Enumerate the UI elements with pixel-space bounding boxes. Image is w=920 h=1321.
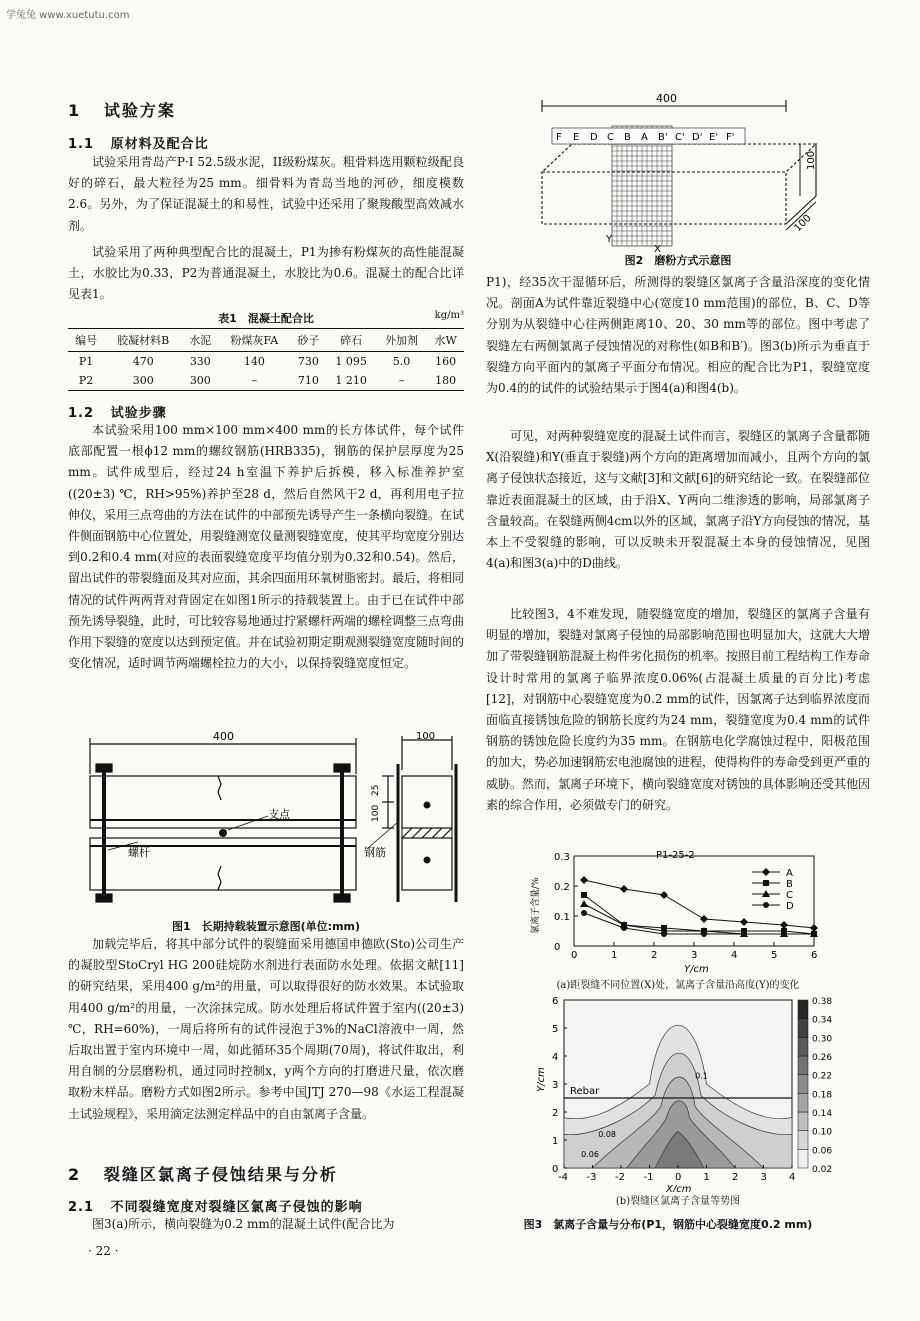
support-point (219, 829, 227, 837)
table-header: 水W (434, 334, 457, 347)
section-1-heading (68, 98, 176, 121)
y-tick-label: 1 (552, 1136, 559, 1147)
colorbar-segment (798, 1093, 808, 1112)
legend-marker (763, 902, 769, 908)
subsection-title: 试验步骤 (110, 406, 167, 421)
strip-label: B' (658, 132, 668, 143)
paragraph-comparison: 比较图3，4不难发现，随裂缝宽度的增加，裂缝区的氯离子含量有明显的增加，裂缝对氯离子侵蚀的局部影响范围也明显加大，这就大大增加了带裂缝钢筋混凝土构件劣化损伤的机率。按照目前工程结构工作寿命设计时常用的氯离子临界浓度0.06%(占混凝土质量的百分比)考虑[12]，对钢筋中心裂缝宽度为0.2 mm的试件，因氯离子达到临界浓度而面临直接锈蚀危险的钢筋长度约为24 mm，裂缝宽度为0.4 mm的试件钢筋的锈蚀危险长度约为35 mm。在钢筋电化学腐蚀过程中，阳极范围的加大，势必加速钢筋宏电池腐蚀的进程，使得构件的寿命受到更严重的威胁。然而，氯离子环境下，横向裂缝宽度对锈蚀的具体影响还受其他因素的综合作用，必须做专门的研究。 (486, 607, 871, 812)
watermark: 学兔兔 www.xuetutu.com (6, 10, 130, 21)
data-point-D (811, 931, 817, 937)
table-header: 粉煤灰FA (230, 334, 279, 347)
strip-label: A (641, 132, 648, 143)
table-cell: 470 (132, 355, 154, 368)
colorbar-tick-label: 0.14 (812, 1109, 833, 1119)
strip-label: E' (709, 132, 719, 143)
label-support: 支点 (268, 808, 290, 821)
x-tick-label: 1 (703, 1172, 710, 1183)
x-tick-label: 0 (675, 1172, 682, 1183)
dimension-25: 25 (371, 784, 381, 796)
subsection-number: 1.2 (68, 406, 95, 421)
y-tick-label: 5 (552, 1024, 559, 1035)
side-view-bottom (402, 838, 452, 890)
x-tick-label: 3 (760, 1172, 767, 1183)
subsection-2-1-heading (68, 1196, 363, 1215)
page-number: · 22 · (88, 1244, 119, 1258)
data-point-A (700, 915, 708, 923)
table-header: 水泥 (189, 334, 212, 347)
series-line-C (584, 904, 814, 934)
colorbar-tick-label: 0.06 (812, 1146, 833, 1157)
figure-1 (68, 730, 464, 936)
data-point-A (620, 885, 628, 893)
subsection-number: 1.1 (68, 137, 95, 152)
colorbar-segment (798, 1075, 808, 1094)
table-cell: 140 (243, 355, 265, 368)
table-1-caption: 表1 混凝土配合比 (218, 312, 314, 325)
dimension-400: 400 (656, 92, 677, 105)
table-header: 编号 (75, 334, 98, 347)
chloride-contour-chart (486, 992, 870, 1192)
x-tick-label: -4 (558, 1172, 568, 1183)
figure-1-caption: 图1 长期持载装置示意图(单位:mm) (171, 920, 361, 933)
table-cell: 730 (297, 355, 319, 368)
table-cell: 300 (189, 374, 211, 387)
section-number: 2 (68, 1165, 82, 1184)
y-tick-label: 0.1 (554, 912, 570, 923)
data-point-B (581, 892, 587, 898)
grinding-diagram (486, 92, 870, 254)
dimension-100-side: 100 (371, 804, 381, 822)
x-tick-label: -3 (586, 1172, 597, 1183)
strip-label: C' (675, 132, 685, 143)
table-cell: P1 (78, 355, 94, 368)
mix-proportion-table (68, 328, 464, 391)
contour-label: 0.1 (695, 1071, 708, 1081)
figure-3a (486, 846, 870, 996)
section-title: 裂缝区氯离子侵蚀结果与分析 (103, 1165, 338, 1184)
figure-3b (486, 992, 870, 1210)
x-tick-label: 4 (789, 1172, 796, 1183)
colorbar-segment (798, 1112, 808, 1131)
data-point-C (580, 900, 588, 907)
x-tick-label: 4 (731, 950, 738, 961)
y-tick-label: 6 (552, 996, 559, 1007)
table-cell: 5.0 (392, 355, 411, 368)
x-tick-label: 2 (732, 1172, 739, 1183)
x-axis-label: X/cm (666, 1184, 692, 1192)
colorbar-tick-label: 0.26 (812, 1053, 833, 1063)
table-cell: 300 (132, 374, 154, 387)
paragraph-section-2-1-start: 图3(a)所示，横向裂缝为0.2 mm的混凝土试件(配合比为 (92, 1217, 395, 1231)
colorbar-segment (798, 1000, 808, 1019)
y-tick-label: 0.3 (554, 852, 570, 863)
strip-label: B (624, 132, 631, 143)
legend-label: A (786, 868, 793, 879)
strip-label: D (590, 132, 598, 143)
table-cell: P2 (78, 374, 94, 387)
subsection-title: 原材料及配合比 (110, 137, 209, 152)
colorbar-segment (798, 1056, 808, 1075)
y-tick-label: 0 (552, 1164, 559, 1175)
plot-frame (574, 856, 814, 946)
y-tick-label: 0.2 (554, 882, 570, 893)
strip-label: C (607, 132, 614, 143)
y-tick-label: 3 (552, 1080, 559, 1091)
y-tick-label: 4 (552, 1052, 559, 1063)
data-point-D (621, 925, 627, 931)
subsection-number: 2.1 (68, 1200, 95, 1215)
colorbar-segment (798, 1149, 808, 1168)
data-point-A (780, 921, 788, 929)
x-tick-label: 5 (771, 950, 778, 961)
strip-label: D' (692, 132, 703, 143)
paragraph-materials: 试验采用青岛产P·I 52.5级水泥，II级粉煤灰。粗骨料选用颗粒级配良好的碎石，最大粒径为25 mm。细骨料为青岛当地的河砂，细度模数2.6。另外，为了保证混凝土的和易性，试验中还采用了聚羧酸型高效减水剂。 (68, 155, 464, 233)
table-1-unit: kg/m³ (434, 310, 464, 321)
colorbar-tick-label: 0.34 (812, 1015, 833, 1026)
figure-2-caption: 图2 磨粉方式示意图 (624, 254, 732, 267)
x-tick-label: -2 (615, 1172, 625, 1183)
table-cell: 1 210 (335, 374, 367, 387)
x-tick-label: 0 (571, 950, 578, 961)
chart-title: P1-25-2 (656, 850, 695, 861)
y-tick-label: 2 (552, 1108, 559, 1119)
strip-label: F (556, 132, 562, 143)
table-cell: – (251, 374, 258, 387)
rebar-label: Rebar (570, 1086, 600, 1097)
table-header: 砂子 (297, 334, 320, 347)
table-header: 胶凝材料B (117, 334, 170, 347)
dimension-100-width: 100 (792, 212, 814, 235)
colorbar-tick-label: 0.10 (812, 1127, 833, 1138)
label-rebar: 钢筋 (364, 846, 386, 859)
paragraph-waterproofing: 加载完毕后，将其中部分试件的裂缝面采用德国申德欧(Sto)公司生产的凝胶型StoCryl HG 200硅烷防水剂进行表面防水处理。依据文献[11]的研究结果，采用400 g/m²的用量，可以取得很好的防水效果。本试验取用400 g/m²的用量，一次涂抹完成。防水处理后将试件置于室内((20±3) ℃，RH=60%)，一周后将所有的试件浸泡于3%的NaCl溶液中一周，然后取出置于室内环境中一周，如此循环35个周期(70周)，将试件取出，利用自制的分层磨粉机，通过同时控制x，y两个方向的打磨进尺量，依次磨取粉末样品。磨粉方式如图2所示。参考中国JTJ 270—98《水运工程混凝土试验规程》，采用滴定法测定样品中的自由氯离子含量。 (68, 937, 464, 1121)
colorbar-tick-label: 0.22 (812, 1071, 833, 1082)
x-tick-label: -1 (643, 1172, 654, 1183)
table-cell: 330 (189, 355, 211, 368)
table-row (68, 352, 464, 372)
figure-2 (486, 92, 870, 270)
table-cell: 180 (435, 374, 457, 387)
paragraph-figure-3-explanation: P1)，经35次干湿循环后，所测得的裂缝区氯离子含量沿深度的变化情况。剖面A为试件靠近裂缝中心(宽度10 mm范围)的部位，B、C、D等分别为从裂缝中心往两侧距离10、20、30 mm等的部位。图中考虑了裂缝左右两侧氯离子侵蚀情况的对称性(如B和B′)。图3(b)所示为垂直于裂缝方向平面内的氯离子平面分布情况。相应的配合比为P1，裂缝宽度为0.4的的试件的试验结果示于图4(a)和图4(b)。 (486, 275, 870, 396)
data-point-A (660, 891, 668, 899)
x-tick-label: 1 (611, 950, 618, 961)
colorbar-tick-label: 0.30 (812, 1034, 833, 1045)
colorbar-segment (798, 1019, 808, 1038)
x-axis-label: Y/cm (684, 964, 709, 975)
axis-x-label: X (654, 244, 661, 254)
colorbar-tick-label: 0.02 (812, 1165, 833, 1175)
table-row (68, 371, 464, 391)
legend-label: D (786, 901, 794, 912)
section-2-heading (68, 1162, 338, 1185)
y-axis-label: Y/cm (536, 1067, 547, 1092)
y-axis-label: 氯离子含量/% (531, 877, 541, 934)
paragraph-test-procedure: 本试验采用100 mm×100 mm×400 mm的长方体试件，每个试件底部配置一根ϕ12 mm的螺纹钢筋(HRB335)，钢筋的保护层厚度为25 mm。试件成型后，经过24 h室温下养护后拆模，移入标准养护室((20±3) ℃，RH>95%)养护至28 d，然后自然风干2 d，再利用电子拉伸仪，采用三点弯曲的方法在试件的中部预先诱导产生一条横向裂缝。在试件侧面钢筋中心位置处，用裂缝测宽仪量测裂缝宽度，使其平均宽度分别达到0.2和0.4 mm(对应的表面裂缝宽度平均值分别为0.32和0.54)。然后，留出试件的带裂缝面及其对应面，其余四面用环氧树脂密封。最后，将相同情况的试件两两背对背固定在如图1所示的持载装置上。由于已在试件中部预先诱导裂缝，此时，可比较容易地通过拧紧螺杆两端的螺栓调整三点弯曲作用下裂缝的宽度以达到预定值。并在试验初期定期观测裂缝宽度随时间的变化情况，适时调节两端螺栓拉力的大小，以保持裂缝宽度恒定。 (68, 423, 465, 671)
legend-label: B (786, 879, 793, 890)
dimension-100-height: 100 (806, 150, 817, 170)
subsection-1-1-heading (68, 133, 209, 152)
table-header: 外加剂 (385, 334, 419, 347)
figure-3-caption: 图3 氯离子含量与分布(P1，钢筋中心裂缝宽度0.2 mm) (523, 1218, 813, 1231)
paragraph-mix-types: 试验采用了两种典型配合比的混凝土，P1为掺有粉煤灰的高性能混凝土，水胶比为0.33，P2为普通混凝土，水胶比为0.6。混凝土的配合比详见表1。 (68, 245, 464, 302)
figure-3b-subcaption: (b)裂缝区氯离子含量等势图 (615, 1196, 741, 1207)
data-point-D (581, 910, 587, 916)
loading-device-diagram (68, 730, 464, 915)
data-point-A (740, 918, 748, 926)
series-line-B (584, 895, 814, 934)
x-tick-label: 3 (691, 950, 698, 961)
legend-marker (762, 868, 770, 876)
table-cell: 160 (435, 355, 457, 368)
legend-marker (763, 880, 769, 886)
table-cell: – (398, 374, 405, 387)
legend-label: C (786, 890, 793, 901)
data-point-D (781, 931, 787, 937)
section-number: 1 (68, 101, 82, 120)
paragraph-findings: 可见，对两种裂缝宽度的混凝土试件而言，裂缝区的氯离子含量都随X(沿裂缝)和Y(垂直于裂缝)两个方向的距离增加而减小，且两个方向的氯离子侵蚀状态接近，这与文献[3]和文献[6]的研究结论一致。在裂缝部位靠近表面混凝土的区域，由于沿X、Y两向二维渗透的影响，局部氯离子含量较高。在裂缝两侧4cm以外的区域，氯离子沿Y方向侵蚀的情况，基本上不受裂缝的影响，可以反映未开裂混凝土本身的侵蚀情况，见图4(a)和图3(a)中的D曲线。 (486, 429, 871, 571)
colorbar-segment (798, 1131, 808, 1150)
strip-label: E (573, 132, 580, 143)
strip-label: F' (726, 132, 735, 143)
contour-label: 0.08 (598, 1130, 617, 1140)
table-1 (68, 310, 464, 391)
x-tick-label: 2 (651, 950, 658, 961)
table-header: 碎石 (340, 334, 363, 347)
x-tick-label: 6 (811, 950, 818, 961)
data-point-D (741, 931, 747, 937)
subsection-1-2-heading (68, 402, 167, 421)
label-rod: 螺杆 (128, 846, 150, 859)
table-cell: 710 (297, 374, 319, 387)
chloride-depth-chart (486, 846, 870, 976)
table-cell: 1 095 (335, 355, 367, 368)
data-point-A (580, 876, 588, 884)
figure-3a-subcaption: (a)距裂缝不同位置(X)处，氯离子含量沿高度(Y)的变化 (556, 980, 800, 991)
data-point-D (661, 931, 667, 937)
colorbar-segment (798, 1037, 808, 1056)
contour-label: 0.06 (581, 1149, 599, 1159)
dimension-400: 400 (213, 730, 234, 743)
section-title: 试验方案 (103, 101, 176, 120)
dimension-100: 100 (416, 731, 436, 742)
data-point-D (701, 931, 707, 937)
axis-y-label: Y (606, 234, 613, 245)
colorbar-tick-label: 0.18 (812, 1090, 833, 1101)
subsection-title: 不同裂缝宽度对裂缝区氯离子侵蚀的影响 (110, 1200, 363, 1215)
colorbar-tick-label: 0.38 (812, 997, 833, 1007)
y-tick-label: 0 (554, 942, 561, 953)
